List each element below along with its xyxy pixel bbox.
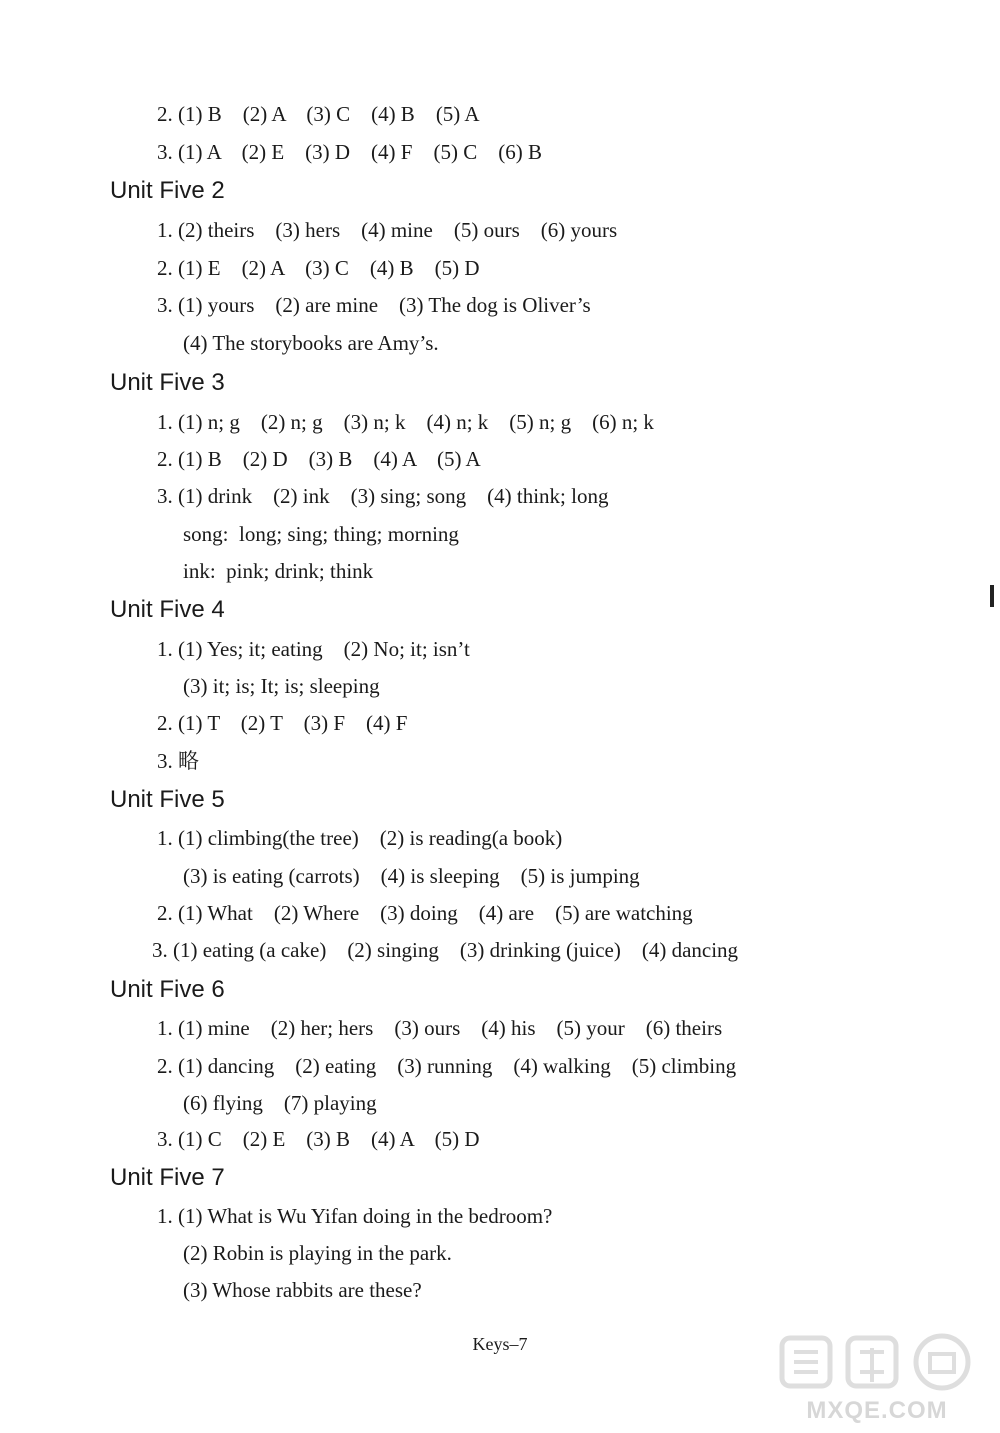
watermark-text: MXQE.COM <box>806 1397 948 1424</box>
unit-heading: Unit Five 6 <box>110 976 225 1003</box>
answer-line: 1. (1) mine (2) her; hers (3) ours (4) his (5) your (6) theirs <box>157 1016 723 1040</box>
unit-heading: Unit Five 4 <box>110 596 225 623</box>
answer-line: 1. (1) What is Wu Yifan doing in the bedroom? <box>157 1204 553 1228</box>
unit-heading: Unit Five 5 <box>110 786 225 813</box>
watermark-emblem-icon <box>772 1330 982 1400</box>
answer-line: (3) it; is; It; is; sleeping <box>183 674 380 698</box>
answer-line: 2. (1) E (2) A (3) C (4) B (5) D <box>157 256 480 280</box>
answer-line: (6) flying (7) playing <box>183 1091 377 1115</box>
page-number: Keys–7 <box>472 1334 528 1354</box>
answer-line: 3. (1) yours (2) are mine (3) The dog is Oliver’s <box>157 293 591 317</box>
answer-line: (3) Whose rabbits are these? <box>183 1278 422 1302</box>
unit-heading: Unit Five 2 <box>110 177 225 204</box>
answer-line: 2. (1) B (2) D (3) B (4) A (5) A <box>157 447 481 471</box>
answer-line: song: long; sing; thing; morning <box>183 522 459 546</box>
answer-line: 2. (1) What (2) Where (3) doing (4) are (5) are watching <box>157 901 693 925</box>
answer-line: 3. 略 <box>157 749 199 773</box>
answer-line: 3. (1) eating (a cake) (2) singing (3) drinking (juice) (4) dancing <box>152 938 739 962</box>
answer-line: 3. (1) drink (2) ink (3) sing; song (4) think; long <box>157 484 609 508</box>
answer-line: (2) Robin is playing in the park. <box>183 1241 452 1265</box>
scan-edge-mark <box>990 585 994 607</box>
answer-line: (3) is eating (carrots) (4) is sleeping (5) is jumping <box>183 864 640 888</box>
answer-line: (4) The storybooks are Amy’s. <box>183 331 439 355</box>
answer-line: 3. (1) A (2) E (3) D (4) F (5) C (6) B <box>157 140 542 164</box>
answer-line: 2. (1) T (2) T (3) F (4) F <box>157 711 408 735</box>
watermark-logo <box>772 1330 982 1425</box>
answer-line: 1. (1) Yes; it; eating (2) No; it; isn’t <box>157 637 470 661</box>
answer-line: 2. (1) dancing (2) eating (3) running (4) walking (5) climbing <box>157 1054 737 1078</box>
answer-line: 1. (2) theirs (3) hers (4) mine (5) ours (6) yours <box>157 218 618 242</box>
unit-heading: Unit Five 3 <box>110 369 225 396</box>
unit-heading: Unit Five 7 <box>110 1164 225 1191</box>
answer-line: 3. (1) C (2) E (3) B (4) A (5) D <box>157 1127 480 1151</box>
answer-line: ink: pink; drink; think <box>183 559 374 583</box>
answer-line: 2. (1) B (2) A (3) C (4) B (5) A <box>157 102 480 126</box>
answer-line: 1. (1) climbing(the tree) (2) is reading(a book) <box>157 826 563 850</box>
answer-line: 1. (1) n; g (2) n; g (3) n; k (4) n; k (5) n; g (6) n; k <box>157 410 654 434</box>
